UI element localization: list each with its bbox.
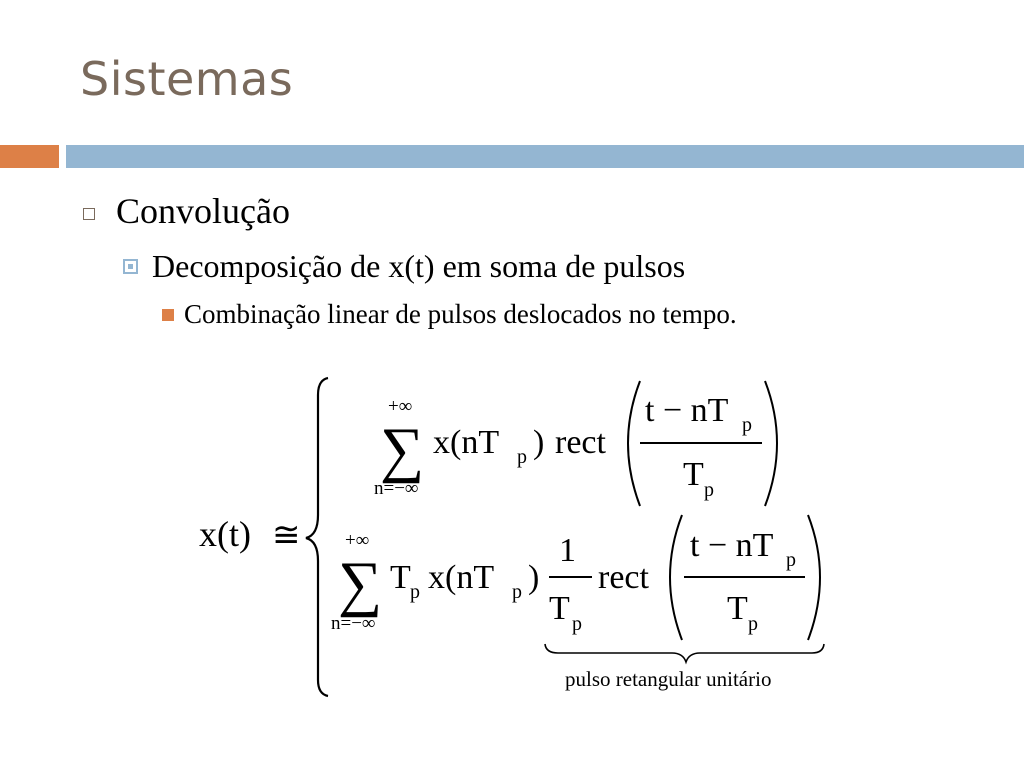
row2-Tp-sub: p bbox=[410, 581, 420, 603]
row1-term: x(nT bbox=[433, 424, 500, 461]
row1-sum-lower: n=−∞ bbox=[374, 478, 419, 499]
row1-frac-den: T bbox=[683, 456, 704, 493]
bullet-level2: Decomposição de x(t) em soma de pulsos bbox=[152, 248, 686, 284]
row2-frac-den: T bbox=[727, 590, 748, 627]
row2-sum-lower: n=−∞ bbox=[331, 613, 376, 634]
row1-term-sub: p bbox=[517, 446, 527, 468]
row2-right-paren bbox=[808, 515, 820, 640]
row2-Tp: T bbox=[390, 559, 411, 596]
slide-title: Sistemas bbox=[80, 52, 294, 106]
row1-frac-num: t − nT bbox=[645, 392, 729, 429]
row2-one: 1 bbox=[559, 532, 576, 569]
bullet-level3: Combinação linear de pulsos deslocados no tempo. bbox=[184, 299, 737, 329]
row2-frac-den-sub: p bbox=[748, 613, 758, 635]
row2-one-den-sub: p bbox=[572, 613, 582, 635]
underbrace-label: pulso retangular unitário bbox=[565, 667, 772, 691]
row1-left-paren bbox=[628, 381, 640, 506]
row1-frac-den-sub: p bbox=[704, 479, 714, 501]
row2-frac-num-sub: p bbox=[786, 549, 796, 571]
row1-sigma: ∑ bbox=[380, 416, 425, 484]
row2-frac-num: t − nT bbox=[690, 527, 774, 564]
row2-term-close: ) bbox=[528, 559, 540, 596]
row2-term: x(nT bbox=[428, 559, 495, 596]
formula-approx: ≅ bbox=[272, 517, 301, 554]
row2-term-sub: p bbox=[512, 581, 522, 603]
left-brace bbox=[306, 378, 328, 696]
row2-sigma: ∑ bbox=[338, 550, 383, 618]
formula-lhs: x(t) bbox=[199, 514, 251, 554]
row1-term-close: ) bbox=[533, 424, 545, 461]
row2-sum-upper: +∞ bbox=[345, 530, 370, 551]
bullet-level1: Convolução bbox=[116, 191, 290, 231]
row2-one-den: T bbox=[549, 590, 570, 627]
row2-left-paren bbox=[670, 515, 682, 640]
row1-frac-num-sub: p bbox=[742, 414, 752, 436]
row1-right-paren bbox=[765, 381, 777, 506]
row2-rect: rect bbox=[598, 559, 649, 596]
underbrace bbox=[545, 644, 824, 662]
row1-sum-upper: +∞ bbox=[388, 396, 413, 417]
row1-rect: rect bbox=[555, 424, 606, 461]
